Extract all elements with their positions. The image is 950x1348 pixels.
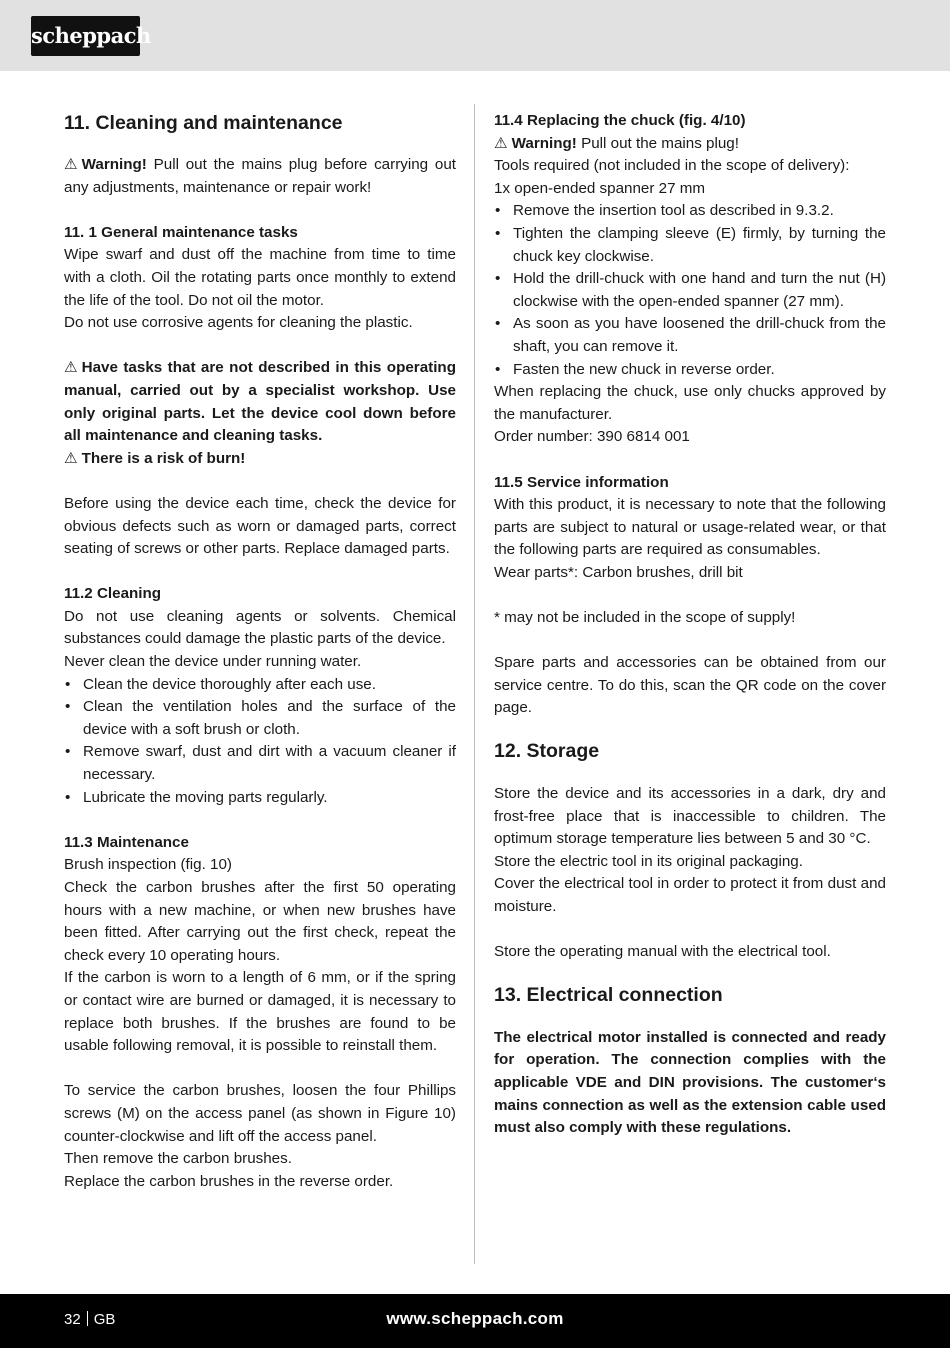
cleaning-list [64, 674, 456, 810]
warning-triangle-icon: ⚠ [494, 134, 508, 152]
chuck-warning [494, 133, 886, 156]
check-paragraph: Before using the device each time, check the device for obvious defects such as worn or damaged parts, correct seating of screws or other parts. Replace damaged parts. [64, 494, 456, 558]
section-11-4-p3: When replacing the chuck, use only chucks approved by the manufacturer. [494, 383, 886, 423]
section-12-p3: Cover the electrical tool in order to protect it from dust and moisture. [494, 875, 886, 915]
specialist-warning-text: Have tasks that are not described in this operating manual, carried out by a specialist workshop. Use only original parts. Let the device cool down before all maintenance and cleaning tasks. [64, 359, 456, 445]
section-12-title: 12. Storage [494, 740, 600, 763]
section-11-2-heading: 11.2 Cleaning [64, 585, 162, 603]
section-11-5-p1: With this product, it is necessary to note that the following parts are subject to natural or usage-related wear, or that the following parts are required as consumables. [494, 496, 886, 559]
order-number: Order number: 390 6814 001 [494, 428, 690, 446]
burn-warning-text: There is a risk of burn! [81, 449, 246, 467]
column-divider [474, 104, 475, 1264]
section-11-2-p2: Never clean the device under running water. [64, 653, 362, 671]
warning-label: Warning! [81, 156, 147, 173]
section-11-4-p1: Tools required (not included in the scope of delivery): [494, 157, 850, 175]
warning-triangle-icon: ⚠ [64, 359, 78, 377]
list-item: • Remove swarf, dust and dirt with a vacuum cleaner if necessary. [64, 741, 456, 786]
section-11-5-p3: * may not be included in the scope of supply! [494, 609, 796, 627]
left-column [64, 110, 456, 1193]
warning-paragraph [64, 154, 456, 199]
section-11-4-heading: 11.4 Replacing the chuck (fig. 4/10) [494, 112, 746, 129]
section-11-3-p5: Replace the carbon brushes in the reverse order. [64, 1172, 394, 1190]
section-11-3-p1: Check the carbon brushes after the first 50 operating hours with a new machine, or when new brushes have been fitted. After carrying out the first check, repeat the check every 10 operating hours. [64, 879, 456, 964]
list-item: • Fasten the new chuck in reverse order. [494, 359, 886, 382]
footer-bar [0, 1294, 950, 1348]
list-item: • Clean the ventilation holes and the surface of the device with a soft brush or cloth. [64, 696, 456, 741]
specialist-warning [64, 357, 456, 447]
section-11-5-p2: Wear parts*: Carbon brushes, drill bit [494, 563, 743, 581]
section-11-3-p3: To service the carbon brushes, loosen the four Phillips screws (M) on the access panel (as shown in Figure 10) counter-clockwise and lift off the access panel. [64, 1082, 456, 1145]
list-item: • Tighten the clamping sleeve (E) firmly, by turning the chuck key clockwise. [494, 223, 886, 268]
burn-warning [64, 448, 456, 471]
section-11-4-p2: 1x open-ended spanner 27 mm [494, 179, 706, 197]
section-11-3-p4: Then remove the carbon brushes. [64, 1150, 292, 1168]
page-number-value: 32 [64, 1311, 81, 1328]
chuck-list [494, 200, 886, 381]
list-item: • As soon as you have loosened the drill-chuck from the shaft, you can remove it. [494, 313, 886, 358]
chuck-warning-text: Pull out the mains plug! [576, 134, 739, 152]
warning-triangle-icon: ⚠ [64, 449, 78, 467]
section-11-3-heading: 11.3 Maintenance [64, 833, 189, 851]
warning-triangle-icon: ⚠ [64, 156, 78, 173]
section-11-2-p1: Do not use cleaning agents or solvents. Chemical substances could damage the plastic parts of the device. [64, 607, 456, 648]
section-11-title: 11. Cleaning and maintenance [64, 112, 343, 134]
section-11-3-sub: Brush inspection (fig. 10) [64, 856, 232, 874]
right-column [494, 110, 886, 1140]
section-11-1-heading: 11. 1 General maintenance tasks [64, 223, 298, 241]
website-link[interactable]: www.scheppach.com [386, 1309, 564, 1328]
chuck-warning-label: Warning! [511, 134, 577, 152]
section-11-5-p4: Spare parts and accessories can be obtained from our service centre. To do this, scan the QR code on the cover page. [494, 654, 886, 717]
list-item: • Hold the drill-chuck with one hand and turn the nut (H) clockwise with the open-ended spanner (27 mm). [494, 268, 886, 313]
header-bar [0, 0, 950, 71]
list-item: • Lubricate the moving parts regularly. [64, 787, 456, 810]
section-13-p1: The electrical motor installed is connected and ready for operation. The connection complies with the applicable VDE and DIN provisions. The customer‘s mains connection as well as the extension cable used must also comply with these regulations. [494, 1028, 886, 1137]
section-12-p4: Store the operating manual with the electrical tool. [494, 943, 831, 961]
language-code: GB [93, 1311, 116, 1328]
section-11-5-heading: 11.5 Service information [494, 473, 669, 491]
section-13-title: 13. Electrical connection [494, 983, 723, 1006]
section-12-p2: Store the electric tool in its original packaging. [494, 852, 803, 870]
warning-text: Pull out the mains plug before carrying out any adjustments, maintenance or repair work! [64, 156, 456, 196]
section-11-1-p2: Do not use corrosive agents for cleaning the plastic. [64, 314, 413, 332]
list-item: • Remove the insertion tool as described in 9.3.2. [494, 200, 886, 223]
section-11-1-p1: Wipe swarf and dust off the machine from time to time with a cloth. Oil the rotating parts once monthly to extend the life of the tool. Do not oil the motor. [64, 246, 456, 309]
scheppach-logo: scheppach [31, 16, 140, 56]
section-11-3-p2: If the carbon is worn to a length of 6 mm, or if the spring or contact wire are burned or damaged, it is necessary to replace both brushes. If the brushes are found to be usable following removal, it is possible to reinstall them. [64, 969, 456, 1055]
list-item: • Clean the device thoroughly after each use. [64, 674, 456, 697]
section-12-p1: Store the device and its accessories in a dark, dry and frost-free place that is inaccessible to children. The optimum storage temperature lies between 5 and 30 °C. [494, 785, 886, 848]
